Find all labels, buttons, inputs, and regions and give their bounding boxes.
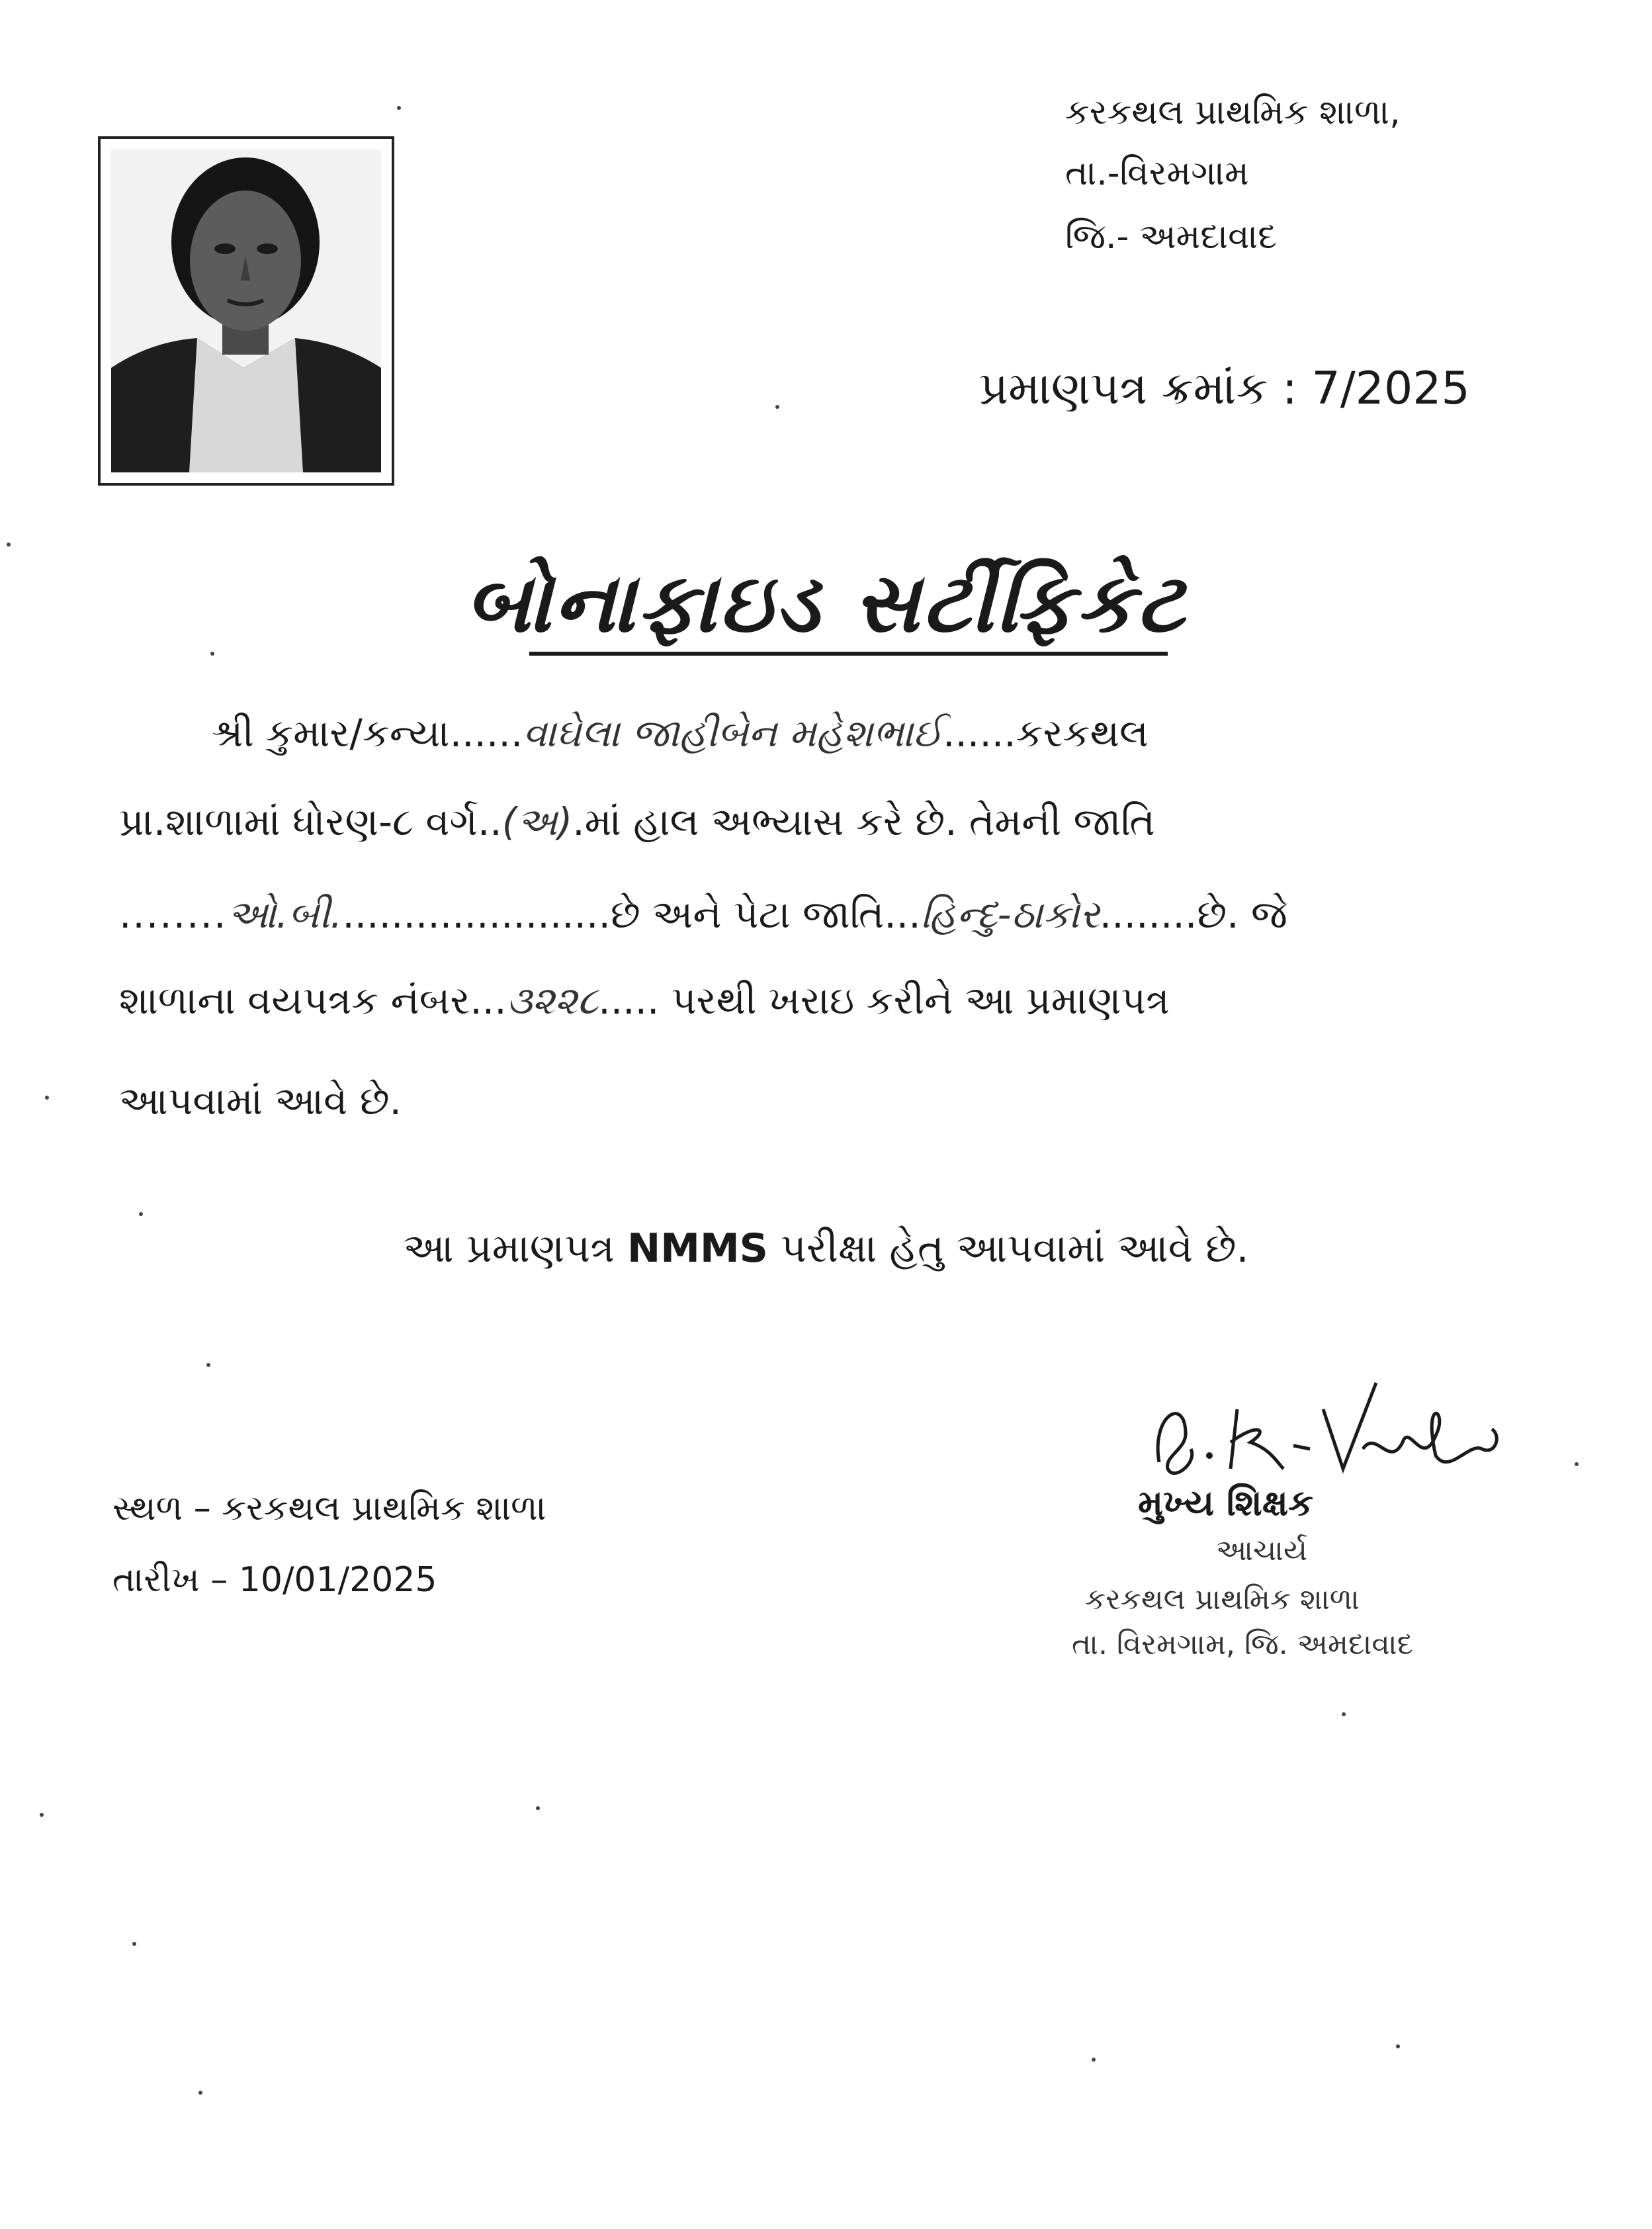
register-number: ૩૨૨૮: [506, 978, 599, 1023]
certificate-number: [979, 363, 1470, 415]
register-text: શાળાના વયપત્રક નંબર...: [119, 978, 507, 1023]
place-line: સ્થળ – કરકથલ પ્રાથમિક શાળા: [112, 1489, 546, 1528]
scan-speck: [132, 1942, 136, 1946]
student-portrait-image: [111, 150, 381, 472]
student-name: વાઘેલા જાહીબેન મહેશભાઈ: [523, 711, 943, 756]
scan-speck: [198, 2091, 202, 2095]
scan-speck: [206, 1363, 210, 1367]
body-line-3: [119, 892, 1287, 937]
certificate-title: બોનાફાઇડ સર્ટીફિકેટ: [464, 556, 1188, 651]
student-prefix: શ્રી કુમાર/કન્યા......: [212, 711, 523, 756]
signature-image: [1145, 1370, 1515, 1482]
district-header: જિ.- અમદાવાદ: [1065, 217, 1278, 257]
scan-speck: [45, 1096, 49, 1100]
class-division: (અ): [501, 799, 573, 844]
scan-speck: [775, 405, 779, 409]
scan-speck: [139, 1212, 143, 1216]
caste-value: ઓ.બી.: [227, 892, 343, 937]
line3-suffix: ........છે. જે: [1099, 892, 1287, 937]
purpose-post: પરીક્ષા હેતુ આપવામાં આવે છે.: [767, 1225, 1249, 1272]
verification-text: ..... પરથી ખરાઇ કરીને આ પ્રમાણપત્ર: [598, 978, 1170, 1023]
scan-speck: [7, 543, 11, 546]
scan-speck: [1342, 1712, 1346, 1716]
certificate-number-label: પ્રમાણપત્ર ક્રમાંક :: [979, 363, 1297, 415]
student-photo: [98, 136, 394, 486]
scan-speck: [536, 1806, 540, 1810]
body-line-2: [119, 799, 1155, 844]
stamp-principal: આચાર્ય: [1216, 1534, 1307, 1567]
body-line-5: આપવામાં આવે છે.: [119, 1078, 402, 1123]
certificate-number-value: 7/2025: [1311, 363, 1470, 415]
dots-leader: ........: [119, 892, 228, 937]
exam-name: NMMS: [627, 1225, 768, 1272]
scan-speck: [1575, 1462, 1579, 1466]
scan-speck: [397, 106, 401, 110]
purpose-statement: [0, 1225, 1652, 1272]
school-suffix: ......કરકથલ: [943, 711, 1149, 756]
body-line-4: [119, 978, 1170, 1023]
stamp-address: તા. વિરમગામ, જિ. અમદાવાદ: [1072, 1628, 1414, 1661]
standard-text: પ્રા.શાળામાં ધોરણ-૮ વર્ગ..: [119, 799, 502, 844]
title-underline: [529, 652, 1168, 656]
scan-speck: [40, 1813, 44, 1817]
stamp-school-name: કરકથલ પ્રાથમિક શાળા: [1085, 1583, 1360, 1616]
date-line: તારીખ – 10/01/2025: [112, 1560, 437, 1600]
subcaste-text: ......................છે અને પેટા જાતિ...: [342, 892, 921, 937]
body-line-1: [212, 711, 1149, 756]
headmaster-title: મુખ્ય શિક્ષક: [1138, 1482, 1314, 1524]
scan-speck: [1396, 2044, 1400, 2048]
purpose-pre: આ પ્રમાણપત્ર: [403, 1225, 628, 1272]
subcaste-value: હિન્દુ-ઠાકોર: [920, 892, 1100, 937]
study-text: .માં હાલ અભ્યાસ કરે છે. તેમની જાતિ: [572, 799, 1155, 844]
taluka-header: તા.-વિરમગામ: [1065, 153, 1249, 193]
scan-speck: [1092, 2058, 1096, 2062]
scan-speck: [210, 652, 214, 656]
school-name-header: કરકથલ પ્રાથમિક શાળા,: [1065, 93, 1401, 132]
